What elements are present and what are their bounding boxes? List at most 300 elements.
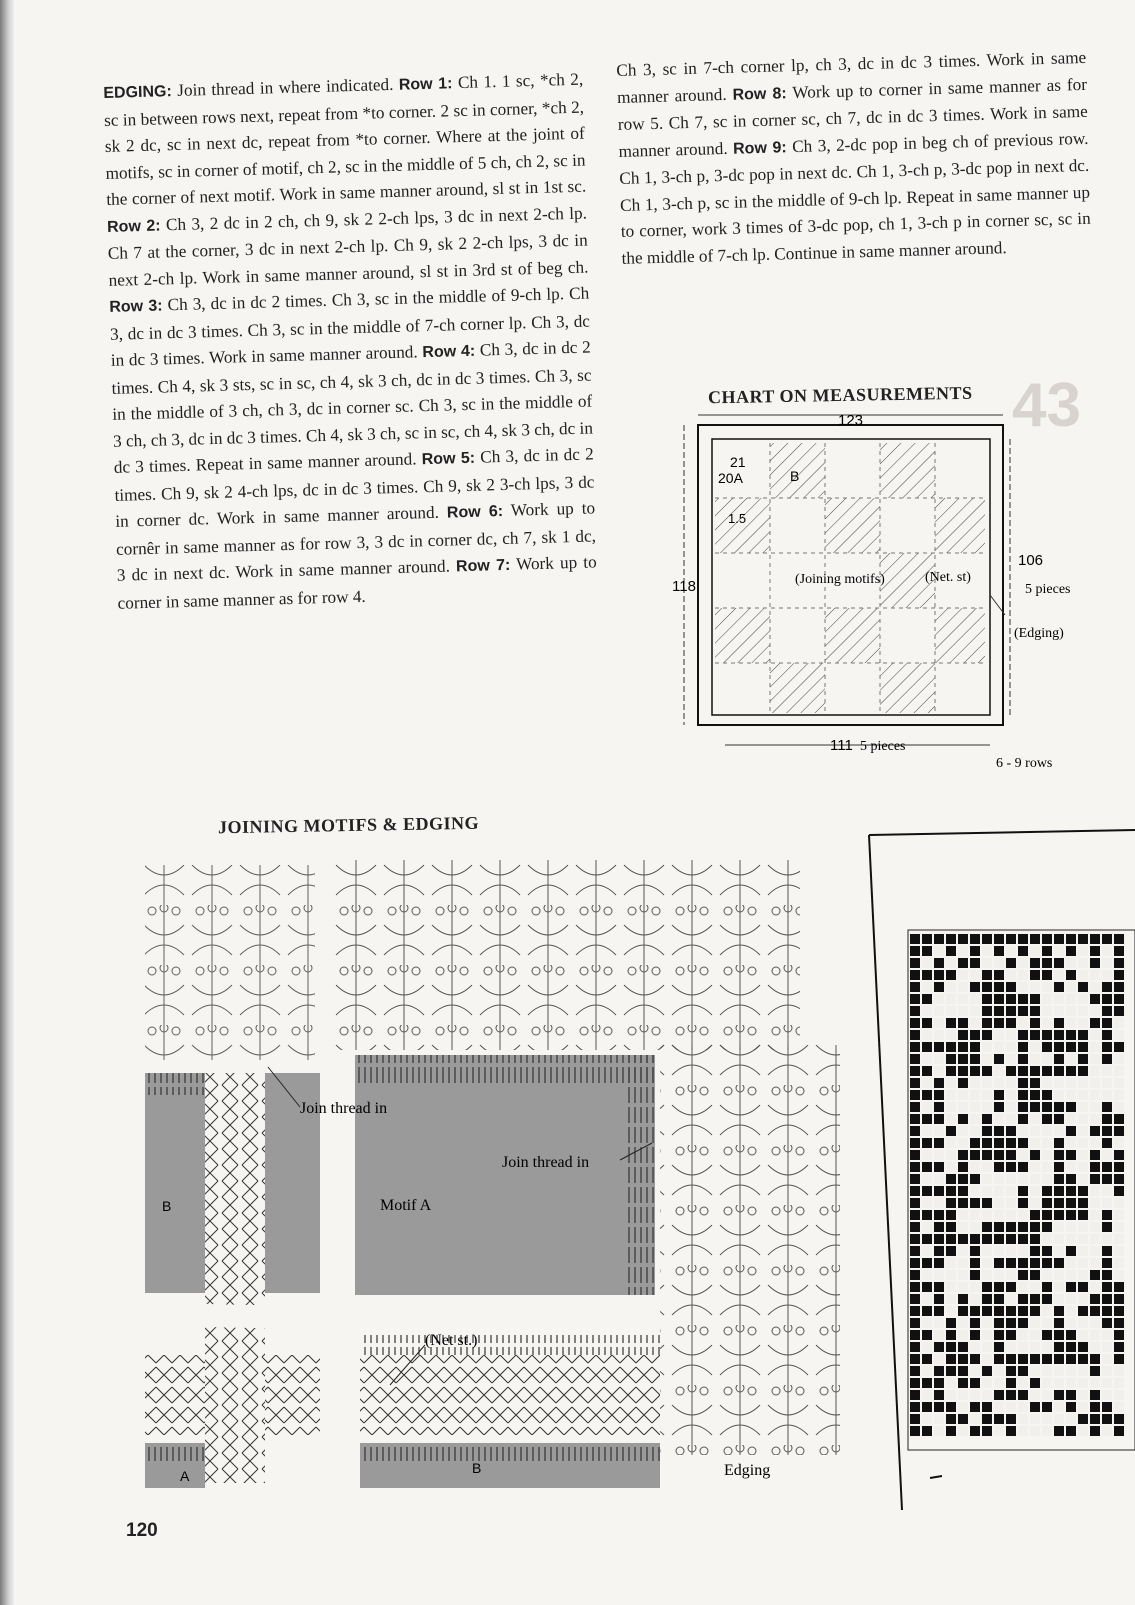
filet-cell xyxy=(982,1306,992,1316)
filet-cell xyxy=(958,1342,968,1352)
filet-cell xyxy=(970,1294,980,1304)
filet-cell xyxy=(970,1378,980,1388)
filet-cell xyxy=(910,1366,920,1376)
filet-cell xyxy=(1114,946,1124,956)
filet-cell xyxy=(970,982,980,992)
dim-width-bottom: 111 xyxy=(830,737,853,754)
filet-cell xyxy=(1066,1150,1076,1160)
filet-cell xyxy=(994,1078,1004,1088)
filet-cell xyxy=(1114,1078,1124,1088)
edging-lace-top xyxy=(330,860,800,1050)
filet-cell xyxy=(1114,1042,1124,1052)
edging-label: (Edging) xyxy=(1014,626,1064,641)
filet-cell xyxy=(946,1042,956,1052)
filet-cell xyxy=(970,1114,980,1124)
filet-cell xyxy=(1102,1042,1112,1052)
filet-cell xyxy=(958,934,968,944)
filet-cell xyxy=(1078,1426,1088,1436)
filet-cell xyxy=(994,1354,1004,1364)
filet-cell xyxy=(982,1282,992,1292)
filet-cell xyxy=(1066,1078,1076,1088)
filet-cell xyxy=(1066,1138,1076,1148)
filet-cell xyxy=(982,1054,992,1064)
filet-cell xyxy=(910,1390,920,1400)
filet-cell xyxy=(934,1270,944,1280)
filet-cell xyxy=(982,1390,992,1400)
filet-cell xyxy=(1018,1018,1028,1028)
filet-cell xyxy=(970,1258,980,1268)
filet-cell xyxy=(970,1270,980,1280)
row-label: Row 4: xyxy=(422,342,476,362)
filet-cell xyxy=(994,970,1004,980)
filet-cell xyxy=(994,1198,1004,1208)
filet-cell xyxy=(1102,1234,1112,1244)
filet-cell xyxy=(1114,1354,1124,1364)
filet-cell xyxy=(934,1018,944,1028)
filet-cell xyxy=(970,1198,980,1208)
filet-cell xyxy=(1078,1030,1088,1040)
filet-cell xyxy=(922,994,932,1004)
filet-cell xyxy=(946,1402,956,1412)
filet-cell xyxy=(1066,1102,1076,1112)
filet-cell xyxy=(946,1030,956,1040)
filet-cell xyxy=(1114,1234,1124,1244)
text: Ch 3, dc in dc 2 times. Ch 3, sc in the middle of 9-ch lp. Ch 3, dc in dc 3 times. Ch 3, sc in the middle of 7-ch corner lp. Ch 3, dc in dc 3 times. Work in same manner around. xyxy=(109,283,591,370)
filet-cell xyxy=(970,1366,980,1376)
filet-cell xyxy=(958,1426,968,1436)
filet-cell xyxy=(970,1018,980,1028)
row-label: Row 9: xyxy=(732,138,787,158)
filet-cell xyxy=(1114,1258,1124,1268)
edging-label: EDGING: xyxy=(103,83,173,102)
filet-cell xyxy=(910,1306,920,1316)
filet-cell xyxy=(1102,1102,1112,1112)
filet-cell xyxy=(946,1390,956,1400)
filet-cell xyxy=(1114,1090,1124,1100)
filet-cell xyxy=(994,1330,1004,1340)
edging-lace-right xyxy=(660,1045,840,1455)
filet-cell xyxy=(946,1270,956,1280)
filet-cell xyxy=(1102,1246,1112,1256)
filet-cell xyxy=(1114,1114,1124,1124)
filet-cell xyxy=(910,1210,920,1220)
filet-cell xyxy=(1042,1330,1052,1340)
filet-cell xyxy=(1078,1366,1088,1376)
filet-cell xyxy=(1102,1330,1112,1340)
filet-cell xyxy=(994,1006,1004,1016)
filet-cell xyxy=(1042,1174,1052,1184)
filet-cell xyxy=(922,1330,932,1340)
filet-cell xyxy=(1030,1270,1040,1280)
filet-cell xyxy=(1066,1018,1076,1028)
filet-cell xyxy=(994,958,1004,968)
filet-cell xyxy=(1078,1294,1088,1304)
filet-cell xyxy=(934,1354,944,1364)
filet-cell xyxy=(1042,1102,1052,1112)
filet-cell xyxy=(934,994,944,1004)
filet-cell xyxy=(1090,1270,1100,1280)
filet-cell xyxy=(1078,982,1088,992)
filet-cell xyxy=(946,1354,956,1364)
filet-cell xyxy=(946,934,956,944)
filet-cell xyxy=(970,934,980,944)
row-label: Row 3: xyxy=(109,297,163,316)
filet-cell xyxy=(934,1078,944,1088)
filet-cell xyxy=(1018,946,1028,956)
filet-cell xyxy=(1102,958,1112,968)
dim-height-left: 118 xyxy=(672,578,696,595)
filet-cell xyxy=(946,1246,956,1256)
filet-cell xyxy=(1078,1258,1088,1268)
filet-cell xyxy=(1114,1414,1124,1424)
filet-cell xyxy=(1054,1138,1064,1148)
filet-cell xyxy=(982,1018,992,1028)
filet-cell xyxy=(958,1078,968,1088)
filet-cell xyxy=(982,1234,992,1244)
filet-cell xyxy=(1042,1270,1052,1280)
filet-cell xyxy=(1030,1222,1040,1232)
filet-cell xyxy=(1054,1354,1064,1364)
filet-cell xyxy=(970,1426,980,1436)
filet-cell xyxy=(994,1414,1004,1424)
filet-cell xyxy=(958,994,968,1004)
join-thread-label: Join thread in xyxy=(502,1154,590,1171)
filet-cell xyxy=(1066,958,1076,968)
filet-cell xyxy=(1114,1402,1124,1412)
filet-cell xyxy=(934,1414,944,1424)
filet-cell xyxy=(1030,1366,1040,1376)
filet-cell xyxy=(1066,946,1076,956)
filet-cell xyxy=(1078,1162,1088,1172)
filet-cell xyxy=(934,1066,944,1076)
filet-cell xyxy=(1030,1402,1040,1412)
filet-cell xyxy=(946,1066,956,1076)
filet-cell xyxy=(1102,994,1112,1004)
filet-cell xyxy=(922,1018,932,1028)
filet-cell xyxy=(1054,1294,1064,1304)
filet-cell xyxy=(1054,1414,1064,1424)
filet-cell xyxy=(1114,970,1124,980)
filet-cell xyxy=(994,1174,1004,1184)
filet-cell xyxy=(1114,934,1124,944)
filet-cell xyxy=(1066,1198,1076,1208)
filet-cell xyxy=(910,982,920,992)
filet-cell xyxy=(922,1198,932,1208)
filet-cell xyxy=(1114,1366,1124,1376)
filet-cell xyxy=(1054,1162,1064,1172)
filet-cell xyxy=(1042,1198,1052,1208)
filet-cell xyxy=(946,1138,956,1148)
filet-cell xyxy=(970,1222,980,1232)
filet-cell xyxy=(1018,1138,1028,1148)
filet-cell xyxy=(982,1402,992,1412)
filet-cell xyxy=(1030,1066,1040,1076)
filet-cell xyxy=(1006,1318,1016,1328)
filet-cell xyxy=(1090,1354,1100,1364)
text: Work up to cornêr in same manner as for row 3, 3 dc in corner dc, ch 7, sk 1 dc, 3 dc in next dc. Work in same manner around. xyxy=(115,498,597,585)
filet-cell xyxy=(1030,1126,1040,1136)
filet-cell xyxy=(1018,1294,1028,1304)
filet-cell xyxy=(1054,1042,1064,1052)
filet-cell xyxy=(1102,1198,1112,1208)
filet-cell xyxy=(934,1162,944,1172)
filet-cell xyxy=(1018,1174,1028,1184)
net-label: (Net. st) xyxy=(925,570,971,585)
filet-cell xyxy=(1042,1138,1052,1148)
filet-cell xyxy=(1042,1414,1052,1424)
filet-cell xyxy=(934,1150,944,1160)
filet-cell xyxy=(934,970,944,980)
filet-cell xyxy=(934,1126,944,1136)
filet-cell xyxy=(982,1210,992,1220)
filet-cell xyxy=(1054,1114,1064,1124)
filet-cell xyxy=(1102,1390,1112,1400)
filet-cell xyxy=(1054,946,1064,956)
filet-cell xyxy=(982,994,992,1004)
filet-cell xyxy=(1090,958,1100,968)
filet-cell xyxy=(1054,1006,1064,1016)
filet-cell xyxy=(922,1150,932,1160)
instructions-left-column xyxy=(103,67,598,617)
filet-cell xyxy=(994,1066,1004,1076)
filet-cell xyxy=(1066,1258,1076,1268)
filet-cell xyxy=(1042,1222,1052,1232)
filet-cell xyxy=(970,1234,980,1244)
filet-cell xyxy=(1078,958,1088,968)
filet-cell xyxy=(1006,994,1016,1004)
filet-cell xyxy=(1054,1402,1064,1412)
filet-cell xyxy=(994,1342,1004,1352)
filet-cell xyxy=(958,970,968,980)
filet-cell xyxy=(1030,1390,1040,1400)
filet-cell xyxy=(1102,982,1112,992)
filet-cell xyxy=(910,1090,920,1100)
filet-cell xyxy=(934,1402,944,1412)
filet-cell xyxy=(1006,1258,1016,1268)
filet-cell xyxy=(1030,970,1040,980)
filet-cell xyxy=(1042,1054,1052,1064)
filet-cell xyxy=(1018,1126,1028,1136)
filet-cell xyxy=(970,1030,980,1040)
filet-cell xyxy=(922,1186,932,1196)
filet-cell xyxy=(1042,1342,1052,1352)
filet-cell xyxy=(970,1414,980,1424)
filet-cell xyxy=(1114,982,1124,992)
motif-a xyxy=(355,1055,655,1295)
filet-cell xyxy=(1054,1258,1064,1268)
filet-cell xyxy=(958,1114,968,1124)
filet-cell xyxy=(982,946,992,956)
filet-cell xyxy=(982,1198,992,1208)
filet-cell xyxy=(1102,1138,1112,1148)
filet-cell xyxy=(946,1414,956,1424)
filet-cell xyxy=(1090,1126,1100,1136)
text: Ch 3, dc in dc 2 times. Ch 4, sk 3 sts, sc in sc, ch 4, sk 3 ch, dc in dc 3 times. Ch 3, sc in the middle of 3 ch, ch 3, dc in corner sc. Ch 3, sc in the middle of 3 ch, ch 3, dc in dc 3 times. Ch 4, sk 3 ch, sc in sc, ch 4, sk 3 ch, dc in dc 3 times. Repeat in same manner around. xyxy=(111,337,594,477)
filet-cell xyxy=(1006,934,1016,944)
filet-cell xyxy=(1054,1030,1064,1040)
filet-cell xyxy=(1018,1378,1028,1388)
filet-cell xyxy=(1018,1150,1028,1160)
filet-cell xyxy=(994,1402,1004,1412)
filet-cell xyxy=(1006,1138,1016,1148)
filet-cell xyxy=(958,982,968,992)
filet-cell xyxy=(946,1378,956,1388)
filet-cell xyxy=(1006,1294,1016,1304)
filet-cell xyxy=(934,1042,944,1052)
text: Ch 1. 1 sc, *ch 2, sc in between rows next, repeat from *to corner. 2 sc in corner, *ch 2, sk 2 dc, sc in next dc, repeat from *to corner. Where at the joint of motifs, sc in corner of motif, ch 2, sc in the middle of 5 ch, ch 2, sc in the corner of next motif. Work in same manner around, sl st in 1st sc. xyxy=(103,69,587,209)
filet-cell xyxy=(910,1414,920,1424)
filet-cell xyxy=(1102,1402,1112,1412)
filet-cell xyxy=(1030,1042,1040,1052)
filet-cell xyxy=(958,1282,968,1292)
filet-cell xyxy=(1042,1150,1052,1160)
filet-cell xyxy=(1090,934,1100,944)
filet-cell xyxy=(1114,1174,1124,1184)
filet-cell xyxy=(1114,1126,1124,1136)
filet-cell xyxy=(1114,1330,1124,1340)
filet-cell xyxy=(982,1006,992,1016)
filet-cell xyxy=(982,1042,992,1052)
filet-cell xyxy=(1066,1054,1076,1064)
filet-cell xyxy=(1114,1246,1124,1256)
filet-cell xyxy=(1090,1162,1100,1172)
filet-cell xyxy=(958,1030,968,1040)
filet-cell xyxy=(934,1186,944,1196)
filet-cell xyxy=(1018,1318,1028,1328)
filet-cell xyxy=(1030,958,1040,968)
filet-cell xyxy=(958,1222,968,1232)
filet-cell xyxy=(1042,934,1052,944)
filet-cell xyxy=(958,1366,968,1376)
filet-cell xyxy=(946,1258,956,1268)
filet-cell xyxy=(958,1402,968,1412)
filet-cell xyxy=(1066,1246,1076,1256)
filet-cell xyxy=(1078,1234,1088,1244)
filet-cell xyxy=(1114,958,1124,968)
filet-cell xyxy=(1042,1018,1052,1028)
filet-cell xyxy=(922,1342,932,1352)
filet-cell xyxy=(1090,1174,1100,1184)
filet-cell xyxy=(946,1006,956,1016)
filet-cell xyxy=(934,1258,944,1268)
filet-cell xyxy=(1090,1246,1100,1256)
filet-cell xyxy=(1006,1018,1016,1028)
filet-cell xyxy=(946,994,956,1004)
dim-height-right: 106 xyxy=(1018,552,1044,569)
filet-cell xyxy=(1102,1186,1112,1196)
filet-cell xyxy=(1018,1270,1028,1280)
filet-cell xyxy=(910,1126,920,1136)
filet-cell xyxy=(946,1114,956,1124)
filet-cell xyxy=(1078,1054,1088,1064)
filet-cell xyxy=(1090,1318,1100,1328)
filet-cell xyxy=(1090,1102,1100,1112)
filet-cell xyxy=(1042,1210,1052,1220)
filet-cell xyxy=(1114,1150,1124,1160)
filet-cell xyxy=(922,1390,932,1400)
filet-cell xyxy=(1066,1066,1076,1076)
filet-cell xyxy=(1066,1330,1076,1340)
filet-cell xyxy=(970,1354,980,1364)
filet-cell xyxy=(934,1426,944,1436)
page-number: 120 xyxy=(126,1520,158,1541)
filet-cell xyxy=(1090,1390,1100,1400)
filet-cell xyxy=(958,1174,968,1184)
filet-cell xyxy=(1066,1354,1076,1364)
filet-cell xyxy=(1030,1138,1040,1148)
filet-cell xyxy=(1054,1366,1064,1376)
filet-cell xyxy=(946,1330,956,1340)
text: Ch 3, dc in dc 2 times. Ch 9, sk 2 4-ch lps, dc in dc 3 times. Ch 9, sk 2 3-ch lps, 3 dc in corner dc. Work in same manner around. xyxy=(114,444,595,531)
filet-cell xyxy=(1018,1078,1028,1088)
filet-cell xyxy=(958,1006,968,1016)
filet-cell xyxy=(1054,982,1064,992)
filet-cell xyxy=(1006,1270,1016,1280)
filet-cell xyxy=(1114,1378,1124,1388)
filet-cell xyxy=(922,1402,932,1412)
filet-cell xyxy=(1006,1150,1016,1160)
filet-cell xyxy=(1102,1258,1112,1268)
filet-cell xyxy=(1102,1162,1112,1172)
filet-cell xyxy=(1030,1174,1040,1184)
filet-cell xyxy=(958,1234,968,1244)
filet-cell xyxy=(970,1066,980,1076)
filet-cell xyxy=(982,958,992,968)
filet-cell xyxy=(1030,1114,1040,1124)
filet-cell xyxy=(994,994,1004,1004)
filet-cell xyxy=(1054,1342,1064,1352)
filet-cell xyxy=(1114,994,1124,1004)
filet-cell xyxy=(982,1090,992,1100)
filet-cell xyxy=(946,1426,956,1436)
filet-cell xyxy=(1054,1054,1064,1064)
filet-cell xyxy=(994,1030,1004,1040)
filet-cell xyxy=(922,1210,932,1220)
filet-cell xyxy=(1102,1366,1112,1376)
filet-cell xyxy=(1090,1378,1100,1388)
filet-cell xyxy=(1090,1150,1100,1160)
filet-cell xyxy=(982,1126,992,1136)
filet-cell xyxy=(1006,1054,1016,1064)
filet-cell xyxy=(1018,1234,1028,1244)
filet-cell xyxy=(1078,946,1088,956)
filet-cell xyxy=(994,1210,1004,1220)
filet-cell xyxy=(958,1138,968,1148)
filet-cell xyxy=(1042,1114,1052,1124)
filet-cell xyxy=(1054,1390,1064,1400)
filet-cell xyxy=(922,1222,932,1232)
filet-cell xyxy=(994,1390,1004,1400)
filet-cell xyxy=(910,1138,920,1148)
filet-cell xyxy=(1114,1006,1124,1016)
filet-cell xyxy=(1102,1114,1112,1124)
filet-cell xyxy=(910,1018,920,1028)
filet-cell xyxy=(982,982,992,992)
filet-cell xyxy=(1066,1378,1076,1388)
filet-cell xyxy=(934,1378,944,1388)
filet-cell xyxy=(1018,1330,1028,1340)
bleed-through-number: 43 xyxy=(1012,371,1081,440)
filet-cell xyxy=(1018,1102,1028,1112)
filet-cell xyxy=(922,1258,932,1268)
filet-cell xyxy=(1102,1282,1112,1292)
filet-cell xyxy=(1078,1114,1088,1124)
filet-cell xyxy=(1018,1342,1028,1352)
filet-cell xyxy=(910,1006,920,1016)
filet-cell xyxy=(1114,1186,1124,1196)
filet-cell xyxy=(1018,982,1028,992)
filet-cell xyxy=(1078,1342,1088,1352)
